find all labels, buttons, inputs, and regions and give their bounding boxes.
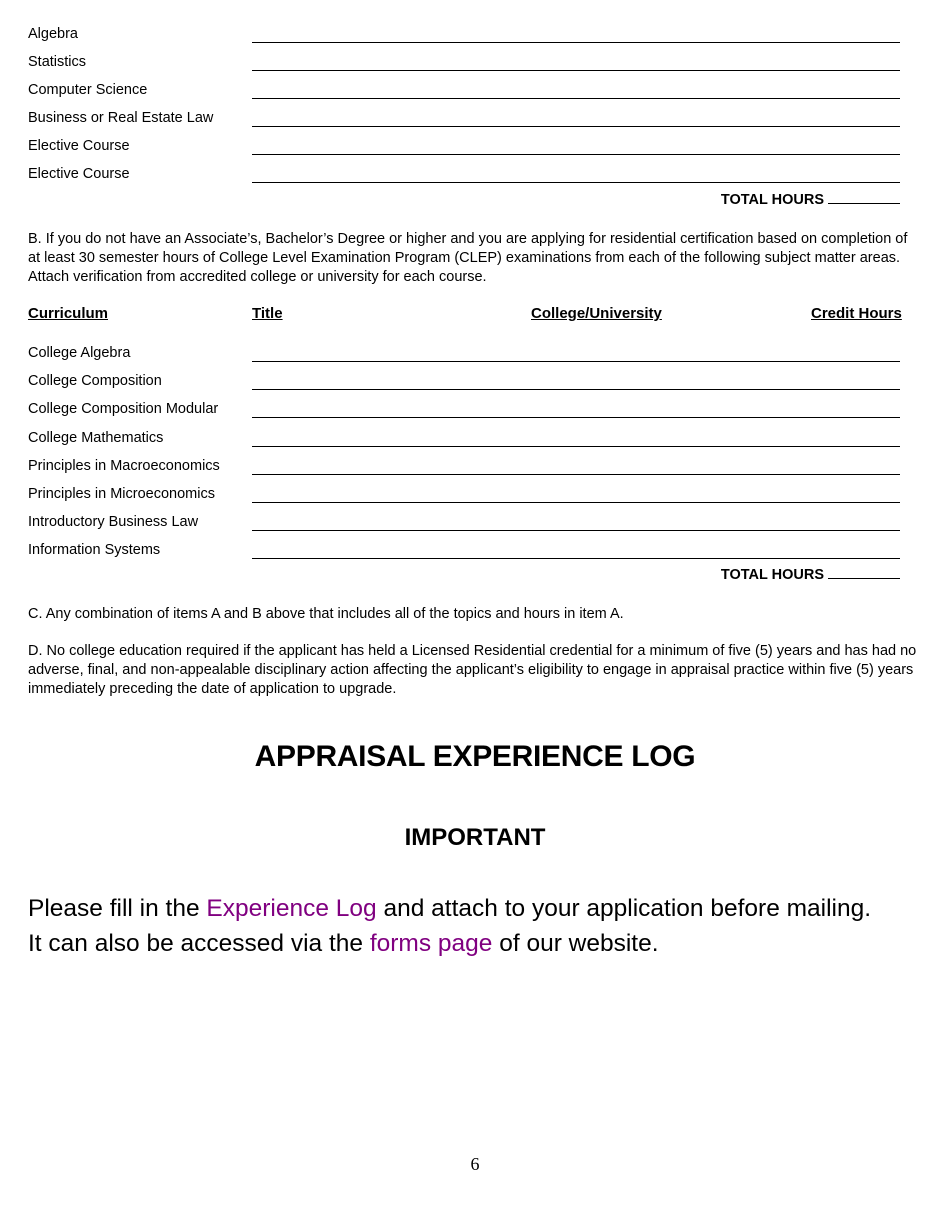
total-hours-b (600, 567, 900, 583)
fill-in-line[interactable] (252, 70, 900, 71)
fill-in-line[interactable] (252, 474, 900, 475)
column-header-credit-hours: Credit Hours (811, 305, 902, 322)
course-label: Introductory Business Law (28, 514, 199, 530)
course-row-microeconomics (28, 483, 900, 505)
total-hours-blank[interactable] (828, 577, 900, 579)
course-row-information-systems (28, 539, 900, 561)
course-row-algebra (28, 23, 900, 45)
course-label: Algebra (28, 26, 78, 42)
section-c-paragraph: C. Any combination of items A and B above that includes all of the topics and hours in item A. (28, 606, 624, 622)
total-hours-a (600, 192, 900, 208)
course-label: Principles in Macroeconomics (28, 458, 220, 474)
course-row-business-law-intro (28, 511, 900, 533)
total-hours-label: TOTAL HOURS (720, 192, 824, 208)
course-row-college-algebra (28, 342, 900, 364)
course-label: College Composition (28, 373, 162, 389)
fill-in-line[interactable] (252, 98, 900, 99)
section-b-paragraph: B. If you do not have an Associate’s, Bachelor’s Degree or higher and you are applying for residential certification based on completion of at least 30 semester hours of College Level Examination Program (CLEP) examinations from each of the following subject matter areas. Attach verification from accredited college or university for each course. (28, 231, 908, 285)
course-label: Business or Real Estate Law (28, 110, 214, 126)
course-label: Principles in Microeconomics (28, 486, 215, 502)
fill-in-line[interactable] (252, 389, 900, 390)
column-header-curriculum: Curriculum (28, 305, 109, 322)
fill-in-line[interactable] (252, 502, 900, 503)
course-label: Elective Course (28, 138, 130, 154)
fill-in-line[interactable] (252, 558, 900, 559)
column-header-college: College/University (531, 305, 662, 322)
course-row-macroeconomics (28, 455, 900, 477)
total-hours-label: TOTAL HOURS (720, 567, 824, 583)
fill-in-line[interactable] (252, 42, 900, 43)
column-header-title: Title (252, 305, 283, 322)
course-label: College Algebra (28, 345, 131, 361)
notice-line-1 (28, 891, 938, 926)
course-row-college-composition (28, 370, 900, 392)
course-row-elective-1 (28, 135, 900, 157)
course-label: College Composition Modular (28, 401, 219, 417)
page-number: 6 (470, 1154, 480, 1174)
fill-in-line[interactable] (252, 182, 900, 183)
course-label: Elective Course (28, 166, 130, 182)
course-row-statistics (28, 51, 900, 73)
experience-log-notice (28, 891, 938, 961)
notice-text: It can also be accessed via the (28, 930, 370, 957)
course-label: Information Systems (28, 542, 161, 558)
experience-log-link[interactable]: Experience Log (206, 895, 377, 922)
notice-text: and attach to your application before mailing. (376, 895, 872, 922)
fill-in-line[interactable] (252, 126, 900, 127)
fill-in-line[interactable] (252, 446, 900, 447)
total-hours-blank[interactable] (828, 202, 900, 204)
course-row-elective-2 (28, 163, 900, 185)
fill-in-line[interactable] (252, 417, 900, 418)
course-label: Computer Science (28, 82, 148, 98)
notice-text: of our website. (492, 930, 659, 957)
notice-line-2 (28, 926, 938, 961)
notice-text: Please fill in the (28, 895, 207, 922)
course-label: Statistics (28, 54, 87, 70)
course-row-college-mathematics (28, 427, 900, 449)
course-label: College Mathematics (28, 430, 164, 446)
course-row-computer-science (28, 79, 900, 101)
course-row-business-law (28, 107, 900, 129)
fill-in-line[interactable] (252, 530, 900, 531)
fill-in-line[interactable] (252, 361, 900, 362)
fill-in-line[interactable] (252, 154, 900, 155)
section-d-paragraph: D. No college education required if the applicant has held a Licensed Residential credential for a minimum of five (5) years and has had no adverse, final, and non-appealable disciplinary action affecting the applicant’s eligibility to engage in appraisal practice within five (5) years immediately preceding the date of application to upgrade. (28, 643, 917, 697)
course-row-composition-modular (28, 398, 900, 420)
experience-log-heading: APPRAISAL EXPERIENCE LOG (254, 740, 696, 773)
important-heading: IMPORTANT (404, 824, 546, 851)
forms-page-link[interactable]: forms page (369, 930, 493, 957)
